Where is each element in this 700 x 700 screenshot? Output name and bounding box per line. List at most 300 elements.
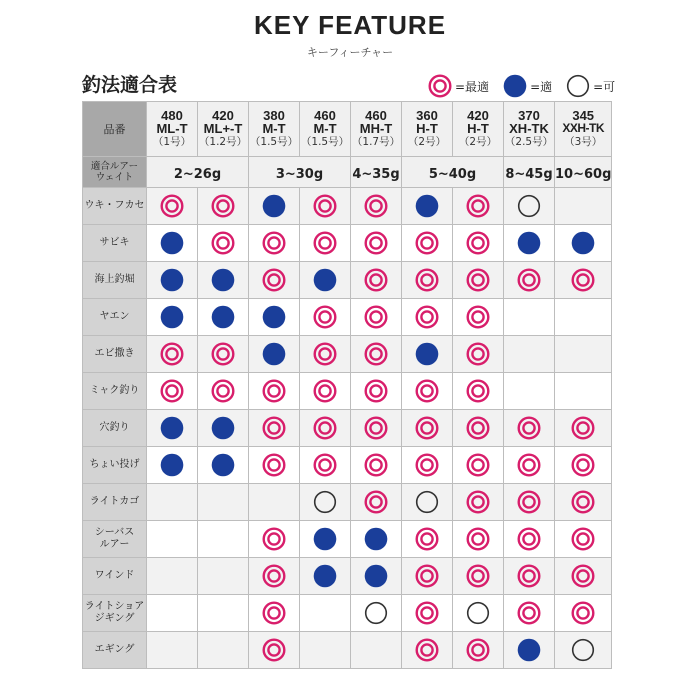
product-header-8 <box>555 102 612 157</box>
best-mark-icon <box>313 231 337 255</box>
method-row <box>83 225 612 262</box>
best-mark-icon <box>415 305 439 329</box>
suitability-cell <box>198 373 249 410</box>
method-row <box>83 336 612 373</box>
best-mark-icon <box>262 564 286 588</box>
suitability-cell <box>504 225 555 262</box>
suitability-cell <box>249 336 300 373</box>
method-label <box>83 262 147 299</box>
best-mark-icon <box>364 453 388 477</box>
lure-weight-cell <box>351 157 402 188</box>
good-mark-icon <box>503 74 527 98</box>
best-mark-icon <box>571 527 595 551</box>
method-label <box>83 484 147 521</box>
suitability-cell <box>351 225 402 262</box>
best-mark-icon <box>466 231 490 255</box>
method-label <box>83 447 147 484</box>
best-mark-icon <box>466 379 490 403</box>
suitability-cell <box>198 225 249 262</box>
method-row <box>83 521 612 558</box>
good-mark-icon <box>262 342 286 366</box>
best-mark-icon <box>571 268 595 292</box>
suitability-cell <box>555 410 612 447</box>
suitability-cell <box>249 595 300 632</box>
product-model-power: H-T <box>416 121 438 136</box>
suitability-cell <box>504 410 555 447</box>
suitability-cell <box>147 299 198 336</box>
best-mark-icon <box>262 231 286 255</box>
suitability-cell <box>453 336 504 373</box>
suitability-cell <box>351 595 402 632</box>
suitability-cell <box>249 484 300 521</box>
suitability-cell <box>504 188 555 225</box>
method-label <box>83 225 147 262</box>
product-model: 460 <box>314 108 336 123</box>
method-label-line: ミャク釣り <box>89 385 140 396</box>
best-mark-icon <box>160 379 184 403</box>
method-row <box>83 447 612 484</box>
method-row <box>83 595 612 632</box>
suitability-cell <box>555 336 612 373</box>
legend-label-ok: =可 <box>593 79 616 94</box>
good-mark-icon <box>571 231 595 255</box>
good-mark-icon <box>211 416 235 440</box>
best-mark-icon <box>211 342 235 366</box>
best-mark-icon <box>571 601 595 625</box>
method-label-line: ライトショア <box>84 601 145 612</box>
good-mark-icon <box>364 564 388 588</box>
suitability-cell <box>198 484 249 521</box>
suitability-cell <box>351 262 402 299</box>
best-mark-icon <box>364 379 388 403</box>
best-mark-icon <box>415 231 439 255</box>
best-mark-icon <box>466 268 490 292</box>
good-mark-icon <box>262 305 286 329</box>
suitability-cell <box>402 373 453 410</box>
suitability-cell <box>300 299 351 336</box>
lure-weight-value: 8~45g <box>505 166 553 182</box>
suitability-cell <box>504 447 555 484</box>
product-model: 345 <box>572 108 595 123</box>
method-label-line: ワインド <box>94 570 135 581</box>
method-label <box>83 299 147 336</box>
suitability-cell <box>198 188 249 225</box>
suitability-cell <box>402 299 453 336</box>
best-mark-icon <box>313 194 337 218</box>
good-mark-icon <box>211 268 235 292</box>
ok-mark-icon <box>415 490 439 514</box>
suitability-cell <box>249 188 300 225</box>
legend-item-ok <box>566 74 615 98</box>
product-header-6 <box>453 102 504 157</box>
lure-weight-cell <box>504 157 555 188</box>
suitability-cell <box>555 447 612 484</box>
best-mark-icon <box>262 638 286 662</box>
best-mark-icon <box>571 416 595 440</box>
best-mark-icon <box>517 416 541 440</box>
good-mark-icon <box>160 231 184 255</box>
product-model-power: MH-T <box>359 121 393 136</box>
method-label-line: ちょい投げ <box>89 459 140 470</box>
method-row <box>83 632 612 669</box>
suitability-cell <box>300 336 351 373</box>
product-model: 420 <box>212 108 234 123</box>
product-model-power: ML+-T <box>203 121 243 136</box>
suitability-cell <box>198 262 249 299</box>
lure-weight-value: 10~60g <box>555 166 612 182</box>
method-row <box>83 558 612 595</box>
best-mark-icon <box>364 231 388 255</box>
product-model: 380 <box>263 108 285 123</box>
suitability-cell <box>249 632 300 669</box>
method-label-line: 穴釣り <box>99 422 130 433</box>
suitability-cell <box>198 558 249 595</box>
method-label-line: エビ撒き <box>94 348 135 359</box>
best-mark-icon <box>415 527 439 551</box>
suitability-cell <box>453 447 504 484</box>
suitability-cell <box>453 595 504 632</box>
lure-weight-value: 4~35g <box>352 166 400 182</box>
compatibility-table <box>82 101 612 669</box>
suitability-cell <box>504 336 555 373</box>
method-label-line: シーバス <box>94 527 135 538</box>
suitability-cell <box>198 632 249 669</box>
product-line-size: （2号） <box>407 136 447 148</box>
good-mark-icon <box>211 305 235 329</box>
suitability-cell <box>453 484 504 521</box>
page-header <box>0 8 700 60</box>
suitability-cell <box>351 299 402 336</box>
best-mark-icon <box>517 453 541 477</box>
product-model: 480 <box>161 108 183 123</box>
suitability-cell <box>147 595 198 632</box>
suitability-cell <box>147 188 198 225</box>
best-mark-icon <box>571 453 595 477</box>
lure-weight-cell <box>249 157 351 188</box>
suitability-cell <box>300 484 351 521</box>
good-mark-icon <box>364 527 388 551</box>
method-row <box>83 262 612 299</box>
suitability-cell <box>453 410 504 447</box>
method-row <box>83 484 612 521</box>
best-mark-icon <box>262 453 286 477</box>
suitability-cell <box>453 521 504 558</box>
best-mark-icon <box>211 231 235 255</box>
suitability-cell <box>504 632 555 669</box>
suitability-cell <box>402 447 453 484</box>
legend-label-good: =適 <box>530 79 553 94</box>
method-label <box>83 558 147 595</box>
product-model: 360 <box>416 108 438 123</box>
best-mark-icon <box>517 527 541 551</box>
good-mark-icon <box>313 564 337 588</box>
good-mark-icon <box>517 638 541 662</box>
suitability-cell <box>300 225 351 262</box>
best-mark-icon <box>428 74 452 98</box>
suitability-cell <box>147 373 198 410</box>
best-mark-icon <box>466 638 490 662</box>
product-model: 420 <box>467 108 489 123</box>
suitability-cell <box>504 595 555 632</box>
product-line-size: （2.5号） <box>504 136 554 148</box>
method-label <box>83 410 147 447</box>
method-label <box>83 632 147 669</box>
good-mark-icon <box>160 268 184 292</box>
method-label-line: ウキ・フカセ <box>84 200 145 211</box>
suitability-cell <box>249 225 300 262</box>
suitability-cell <box>147 410 198 447</box>
legend-label-best: =最適 <box>455 79 490 94</box>
weight-label-line: 適合ルアー <box>90 161 139 172</box>
product-header-3 <box>300 102 351 157</box>
suitability-cell <box>249 262 300 299</box>
suitability-cell <box>147 262 198 299</box>
product-line-size: （3号） <box>564 136 603 148</box>
best-mark-icon <box>571 490 595 514</box>
weight-label-line: ウェイト <box>95 172 134 183</box>
suitability-cell <box>504 299 555 336</box>
section-title: 釣法適合表 <box>82 74 178 96</box>
good-mark-icon <box>262 194 286 218</box>
best-mark-icon <box>517 268 541 292</box>
best-mark-icon <box>517 564 541 588</box>
ok-mark-icon <box>517 194 541 218</box>
good-mark-icon <box>313 527 337 551</box>
good-mark-icon <box>415 194 439 218</box>
product-line-size: （2号） <box>458 136 498 148</box>
lure-weight-value: 3~30g <box>275 166 324 182</box>
suitability-cell <box>504 262 555 299</box>
method-label <box>83 521 147 558</box>
suitability-cell <box>300 410 351 447</box>
suitability-cell <box>351 632 402 669</box>
method-label-line: 海上釣堀 <box>94 274 135 285</box>
method-row <box>83 373 612 410</box>
best-mark-icon <box>262 416 286 440</box>
product-line-size: （1.7号） <box>351 136 401 148</box>
suitability-cell <box>555 595 612 632</box>
suitability-cell <box>351 373 402 410</box>
suitability-cell <box>198 410 249 447</box>
good-mark-icon <box>160 453 184 477</box>
best-mark-icon <box>262 379 286 403</box>
method-label-line: エギング <box>94 644 135 655</box>
best-mark-icon <box>517 490 541 514</box>
suitability-cell <box>300 373 351 410</box>
product-header-2 <box>249 102 300 157</box>
suitability-cell <box>198 447 249 484</box>
ok-mark-icon <box>566 74 590 98</box>
suitability-cell <box>249 299 300 336</box>
best-mark-icon <box>313 416 337 440</box>
suitability-cell <box>300 262 351 299</box>
lure-weight-cell <box>555 157 612 188</box>
product-header-4 <box>351 102 402 157</box>
product-line-size: （1.5号） <box>249 136 299 148</box>
suitability-cell <box>147 521 198 558</box>
suitability-cell <box>402 262 453 299</box>
suitability-cell <box>504 558 555 595</box>
suitability-cell <box>453 188 504 225</box>
suitability-cell <box>453 225 504 262</box>
suitability-cell <box>402 225 453 262</box>
suitability-cell <box>300 521 351 558</box>
best-mark-icon <box>364 416 388 440</box>
method-label-line: サビキ <box>99 237 130 248</box>
weight-row <box>83 157 612 188</box>
good-mark-icon <box>415 342 439 366</box>
best-mark-icon <box>364 305 388 329</box>
product-model-power: M-T <box>313 121 337 136</box>
good-mark-icon <box>211 453 235 477</box>
best-mark-icon <box>466 564 490 588</box>
product-model: 370 <box>518 108 540 123</box>
best-mark-icon <box>262 601 286 625</box>
best-mark-icon <box>160 342 184 366</box>
best-mark-icon <box>415 379 439 403</box>
suitability-cell <box>402 188 453 225</box>
best-mark-icon <box>466 194 490 218</box>
best-mark-icon <box>313 379 337 403</box>
suitability-cell <box>351 336 402 373</box>
legend-item-best <box>428 74 489 98</box>
suitability-cell <box>351 410 402 447</box>
suitability-cell <box>555 188 612 225</box>
suitability-cell <box>504 521 555 558</box>
lure-weight-value: 2~26g <box>173 166 222 182</box>
suitability-cell <box>402 595 453 632</box>
suitability-cell <box>198 299 249 336</box>
lure-weight-value: 5~40g <box>428 166 477 182</box>
suitability-cell <box>351 447 402 484</box>
ok-mark-icon <box>466 601 490 625</box>
legend-item-good <box>503 74 552 98</box>
best-mark-icon <box>466 305 490 329</box>
suitability-cell <box>453 299 504 336</box>
suitability-cell <box>300 447 351 484</box>
best-mark-icon <box>571 564 595 588</box>
good-mark-icon <box>313 268 337 292</box>
product-model-power: XXH-TK <box>562 121 605 135</box>
suitability-cell <box>555 558 612 595</box>
product-line-size: （1号） <box>152 136 192 148</box>
product-model: 460 <box>365 108 387 123</box>
product-header-1 <box>198 102 249 157</box>
method-row <box>83 410 612 447</box>
suitability-cell <box>402 558 453 595</box>
suitability-cell <box>351 484 402 521</box>
suitability-cell <box>198 521 249 558</box>
suitability-cell <box>198 595 249 632</box>
method-row <box>83 299 612 336</box>
good-mark-icon <box>517 231 541 255</box>
best-mark-icon <box>415 638 439 662</box>
suitability-cell <box>147 484 198 521</box>
product-model-power: XH-TK <box>509 121 549 136</box>
best-mark-icon <box>364 342 388 366</box>
method-label <box>83 336 147 373</box>
lure-weight-cell <box>402 157 504 188</box>
best-mark-icon <box>415 564 439 588</box>
best-mark-icon <box>466 490 490 514</box>
ok-mark-icon <box>364 601 388 625</box>
suitability-cell <box>402 521 453 558</box>
suitability-cell <box>453 373 504 410</box>
method-label <box>83 373 147 410</box>
method-label <box>83 188 147 225</box>
suitability-cell <box>249 373 300 410</box>
product-model-power: ML-T <box>156 121 188 136</box>
suitability-cell <box>555 632 612 669</box>
suitability-cell <box>504 484 555 521</box>
suitability-cell <box>351 521 402 558</box>
suitability-cell <box>351 188 402 225</box>
weight-label <box>83 157 147 188</box>
best-mark-icon <box>262 268 286 292</box>
product-header-label: 品番 <box>83 102 147 157</box>
suitability-cell <box>300 558 351 595</box>
suitability-cell <box>300 188 351 225</box>
best-mark-icon <box>415 268 439 292</box>
best-mark-icon <box>364 194 388 218</box>
suitability-cell <box>300 632 351 669</box>
suitability-cell <box>555 373 612 410</box>
best-mark-icon <box>211 379 235 403</box>
best-mark-icon <box>364 268 388 292</box>
suitability-cell <box>555 484 612 521</box>
suitability-cell <box>402 484 453 521</box>
suitability-cell <box>402 410 453 447</box>
method-label-line: ルアー <box>99 539 130 550</box>
page-title: KEY FEATURE <box>253 10 447 40</box>
suitability-cell <box>249 447 300 484</box>
product-header-0 <box>147 102 198 157</box>
product-header-5 <box>402 102 453 157</box>
best-mark-icon <box>313 305 337 329</box>
best-mark-icon <box>466 416 490 440</box>
best-mark-icon <box>262 527 286 551</box>
suitability-cell <box>147 225 198 262</box>
best-mark-icon <box>364 490 388 514</box>
product-header-row <box>83 102 612 157</box>
lure-weight-cell <box>147 157 249 188</box>
suitability-cell <box>453 558 504 595</box>
method-label <box>83 595 147 632</box>
best-mark-icon <box>466 453 490 477</box>
suitability-cell <box>249 410 300 447</box>
product-header-7 <box>504 102 555 157</box>
suitability-cell <box>555 299 612 336</box>
best-mark-icon <box>415 453 439 477</box>
suitability-cell <box>555 262 612 299</box>
best-mark-icon <box>415 601 439 625</box>
method-label-line: ライトカゴ <box>89 496 140 507</box>
best-mark-icon <box>415 416 439 440</box>
product-model-power: H-T <box>467 121 489 136</box>
suitability-cell <box>402 336 453 373</box>
method-row <box>83 188 612 225</box>
best-mark-icon <box>466 527 490 551</box>
suitability-cell <box>300 595 351 632</box>
method-label-line: ジギング <box>94 613 135 624</box>
suitability-cell <box>249 558 300 595</box>
ok-mark-icon <box>571 638 595 662</box>
suitability-cell <box>147 447 198 484</box>
suitability-cell <box>147 558 198 595</box>
suitability-cell <box>453 632 504 669</box>
legend <box>428 74 615 98</box>
best-mark-icon <box>160 194 184 218</box>
